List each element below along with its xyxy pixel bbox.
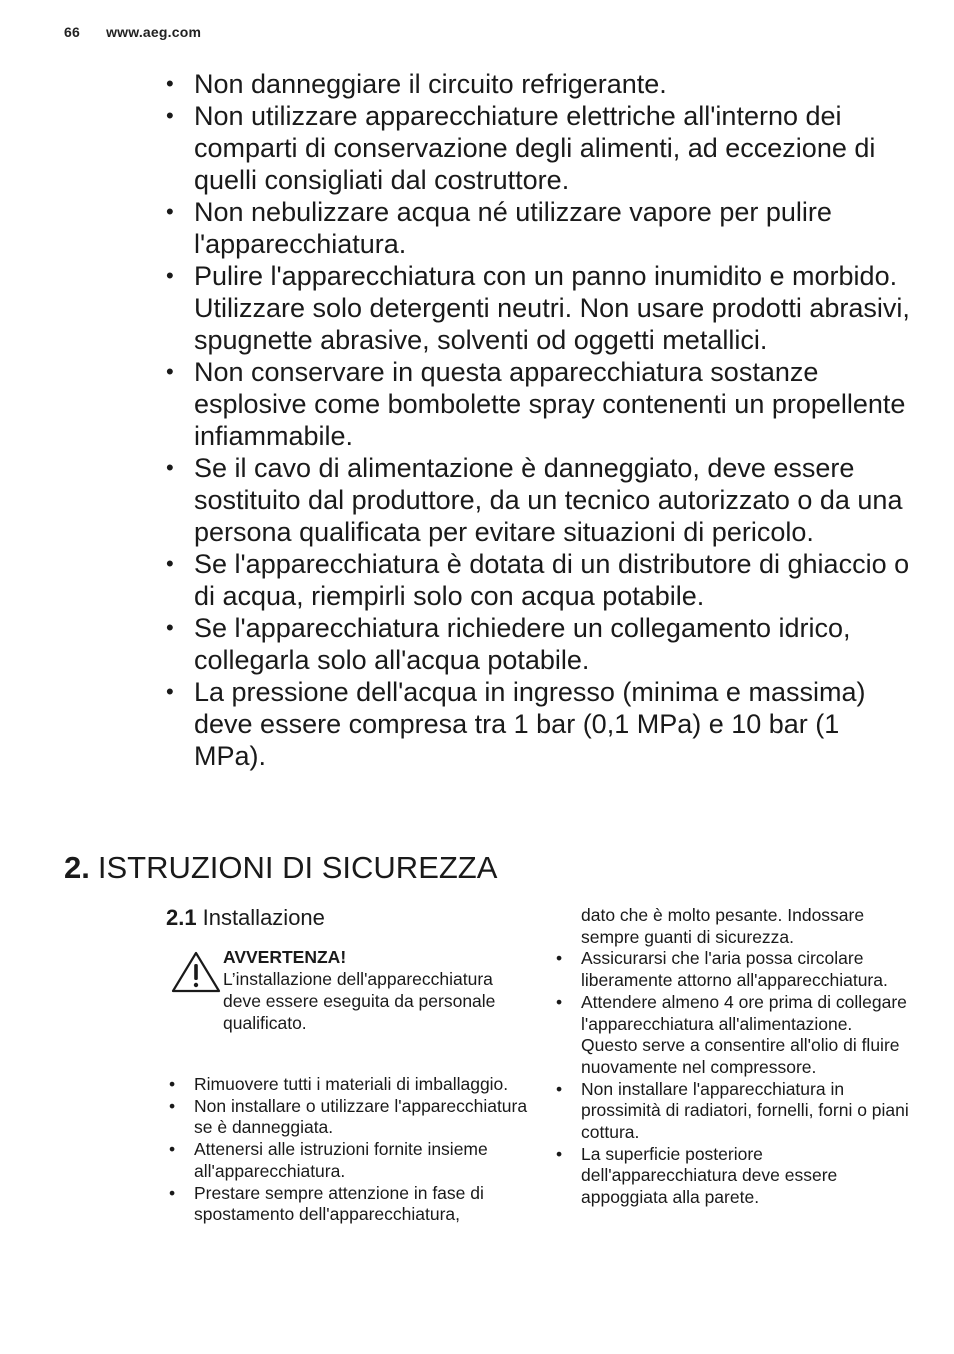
- list-item: • Se l'apparecchiatura richiedere un collegamento idrico, collegarla solo all'acqua potabile.: [166, 612, 916, 676]
- list-item-continuation: dato che è molto pesante. Indossare sempre guanti di sicurezza.: [581, 905, 865, 947]
- list-item: • Non installare l'apparecchiatura in prossimità di radiatori, fornelli, forni o piani cottura.: [553, 1079, 913, 1144]
- list-item: • Attendere almeno 4 ore prima di collegare l'apparecchiatura all'alimentazione. Questo serve a consentire all'olio di fluire nuovamente nel compressore.: [553, 992, 913, 1079]
- list-item: • Non nebulizzare acqua né utilizzare vapore per pulire l'apparecchiatura.: [166, 196, 916, 260]
- list-item: • Pulire l'apparecchiatura con un panno inumidito e morbido. Utilizzare solo detergenti neutri. Non usare prodotti abrasivi, spugnette abrasive, solventi od oggetti metallici.: [166, 260, 916, 356]
- subsection-title: Installazione: [202, 905, 325, 930]
- warning-triangle-icon: [170, 950, 222, 994]
- subsection-heading: [166, 903, 325, 933]
- page-number: 66: [64, 24, 80, 40]
- list-item: • Rimuovere tutti i materiali di imballaggio.: [166, 1074, 531, 1096]
- section-heading: [64, 848, 497, 888]
- section-number: 2.: [64, 850, 90, 885]
- list-item: • La pressione dell'acqua in ingresso (minima e massima) deve essere compresa tra 1 bar (0,1 MPa) e 10 bar (1 MPa).: [166, 676, 916, 772]
- list-item: • Attenersi alle istruzioni fornite insieme all'apparecchiatura.: [166, 1139, 531, 1182]
- installation-list-left: [166, 1074, 531, 1226]
- warning-box: [166, 946, 526, 1034]
- page-header: [64, 24, 201, 40]
- list-item: • Assicurarsi che l'aria possa circolare liberamente attorno all'apparecchiatura.: [553, 948, 913, 991]
- installation-list-right: [553, 905, 913, 1209]
- section-title: ISTRUZIONI DI SICUREZZA: [97, 850, 498, 885]
- list-item: • Non installare o utilizzare l'apparecchiatura se è danneggiata.: [166, 1096, 531, 1139]
- list-item: • Se l'apparecchiatura è dotata di un distributore di ghiaccio o di acqua, riempirli solo con acqua potabile.: [166, 548, 916, 612]
- safety-list: [166, 68, 916, 772]
- list-item: • Prestare sempre attenzione in fase di spostamento dell'apparecchiatura,: [166, 1183, 531, 1226]
- list-item: • Non danneggiare il circuito refrigerante.: [166, 68, 916, 100]
- list-item: • Non conservare in questa apparecchiatura sostanze esplosive come bombolette spray contenenti un propellente infiammabile.: [166, 356, 916, 452]
- warning-heading: AVVERTENZA!: [223, 947, 347, 967]
- subsection-number: 2.1: [166, 905, 197, 930]
- website-url: www.aeg.com: [106, 24, 202, 40]
- warning-text: L’installazione dell'apparecchiatura deve essere eseguita da personale qualificato.: [223, 969, 496, 1033]
- list-item: • Non utilizzare apparecchiature elettriche all'interno dei comparti di conservazione degli alimenti, ad eccezione di quelli consigliati dal costruttore.: [166, 100, 916, 196]
- list-item: • Se il cavo di alimentazione è danneggiato, deve essere sostituito dal produttore, da un tecnico autorizzato o da una persona qualificata per evitare situazioni di pericolo.: [166, 452, 916, 548]
- list-item: • La superficie posteriore dell'apparecchiatura deve essere appoggiata alla parete.: [553, 1144, 913, 1209]
